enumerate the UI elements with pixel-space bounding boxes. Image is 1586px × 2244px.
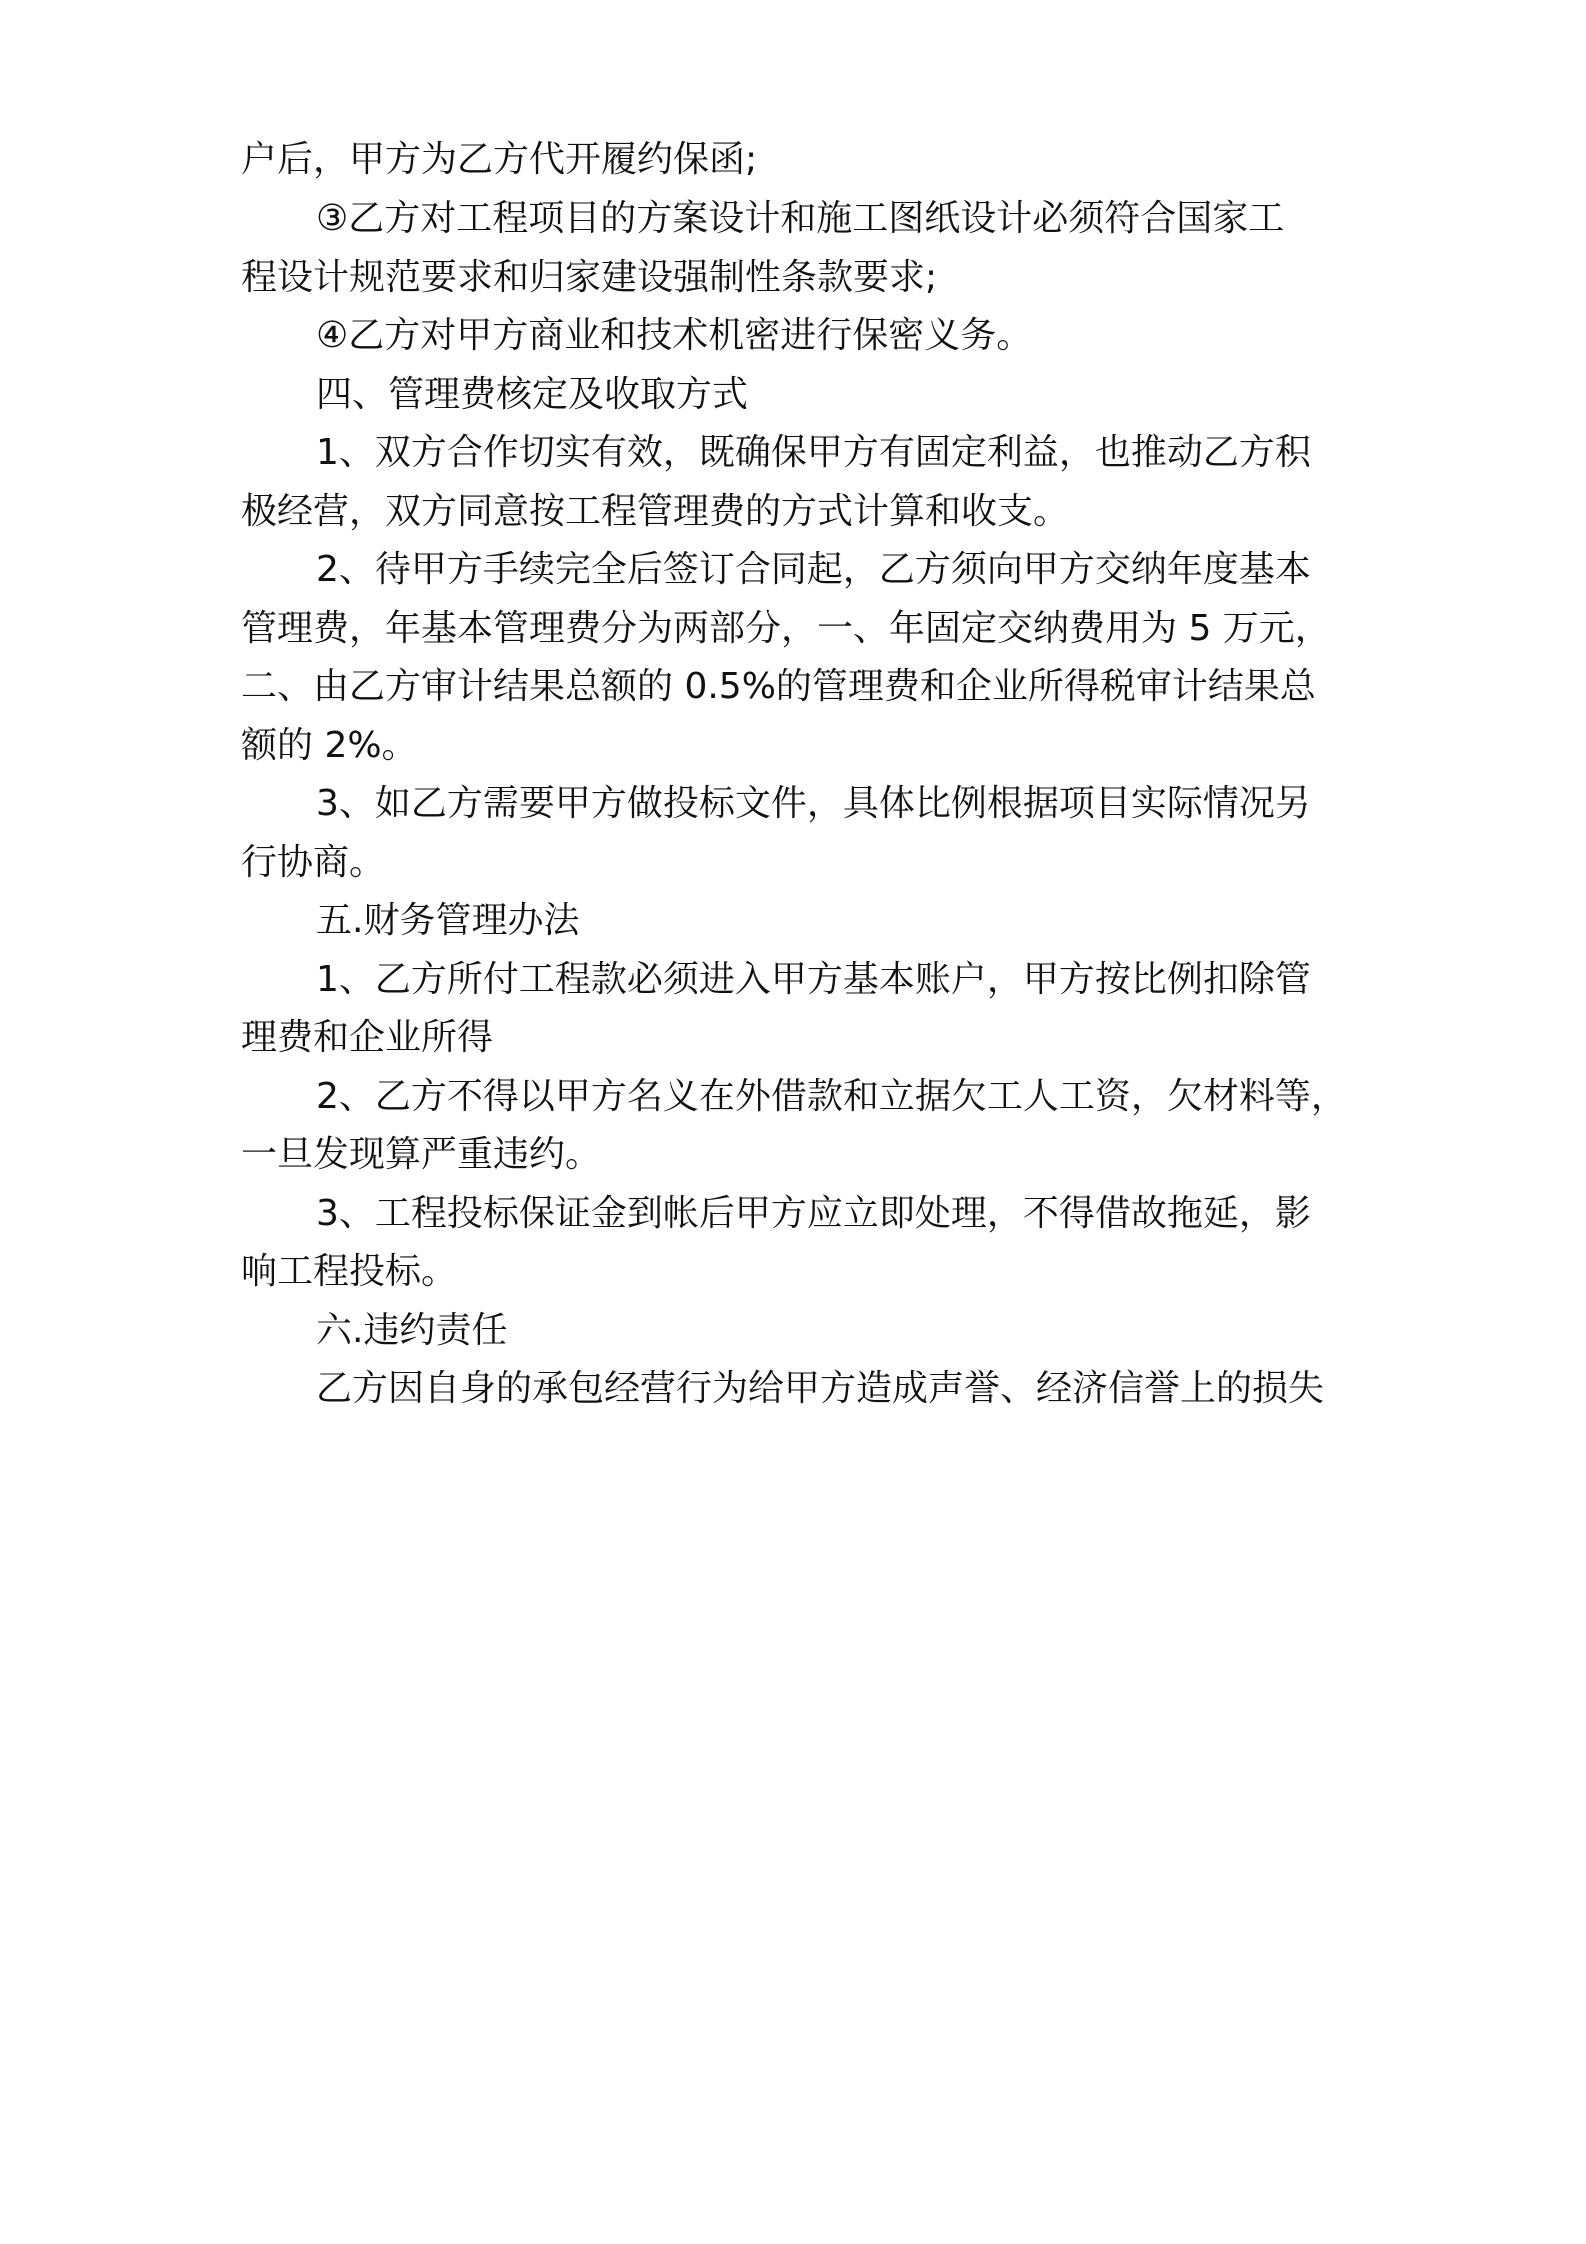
text-line-22: 乙方因自身的承包经营行为给甲方造成声誉、经济信誉上的损失 [316, 1368, 1325, 1409]
text-line-16: 理费和企业所得 [241, 1017, 494, 1058]
text-line-10: 二、由乙方审计结果总额的 0.5%的管理费和企业所得税审计结果总 [241, 666, 1316, 707]
text-line-17: 2、乙方不得以甲方名义在外借款和立据欠工人工资，欠材料等， [316, 1076, 1347, 1117]
text-line-19: 3、工程投标保证金到帐后甲方应立即处理，不得借故拖延，影 [316, 1193, 1311, 1234]
section-heading-6: 六.违约责任 [316, 1310, 508, 1351]
text-line-11: 额的 2%。 [241, 725, 418, 766]
text-line-6: 1、双方合作切实有效，既确保甲方有固定利益，也推动乙方积 [316, 432, 1311, 473]
text-line-1: 户后，甲方为乙方代开履约保函; [241, 139, 758, 180]
text-line-20: 响工程投标。 [241, 1251, 458, 1292]
text-line-3: 程设计规范要求和归家建设强制性条款要求; [241, 257, 938, 298]
text-line-12: 3、如乙方需要甲方做投标文件，具体比例根据项目实际情况另 [316, 783, 1311, 824]
text-line-13: 行协商。 [241, 842, 386, 883]
text-line-15: 1、乙方所付工程款必须进入甲方基本账户，甲方按比例扣除管 [316, 959, 1311, 1000]
text-line-7: 极经营，双方同意按工程管理费的方式计算和收支。 [241, 491, 1070, 532]
text-line-18: 一旦发现算严重违约。 [241, 1134, 602, 1175]
section-heading-4: 四、管理费核定及收取方式 [316, 374, 749, 415]
section-heading-5: 五.财务管理办法 [316, 900, 580, 941]
text-line-9: 管理费，年基本管理费分为两部分，一、年固定交纳费用为 5 万元， [241, 608, 1331, 649]
text-line-2: ③乙方对工程项目的方案设计和施工图纸设计必须符合国家工 [316, 198, 1285, 239]
text-line-8: 2、待甲方手续完全后签订合同起，乙方须向甲方交纳年度基本 [316, 549, 1311, 590]
text-line-4: ④乙方对甲方商业和技术机密进行保密义务。 [316, 315, 1033, 356]
